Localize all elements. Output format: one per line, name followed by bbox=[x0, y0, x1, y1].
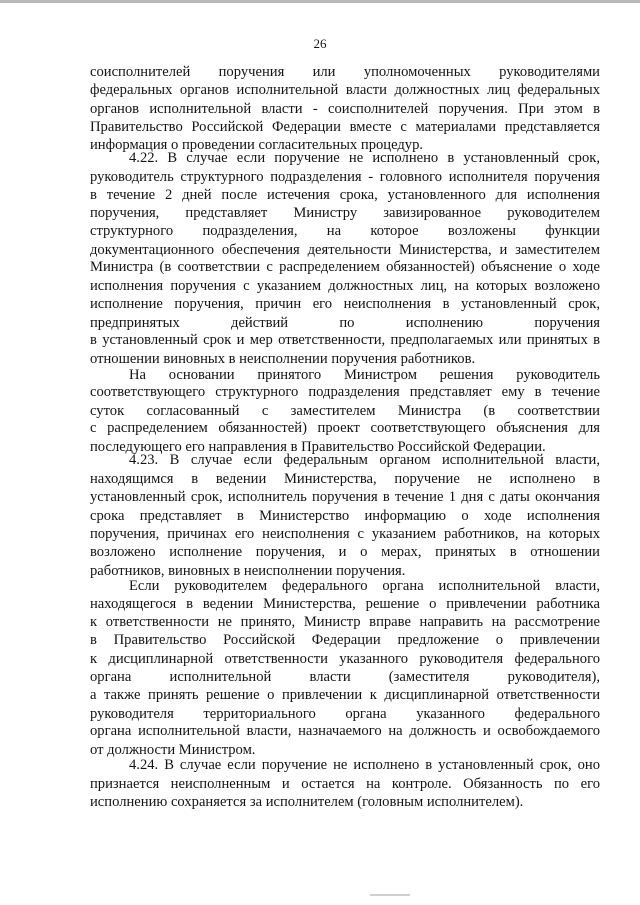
text-line: Правительство Российской Федерации вместе с материалами представляется bbox=[90, 118, 600, 135]
text-line: суток согласованный с заместителем Министра (в соответствии bbox=[90, 402, 600, 419]
text-line: отношении виновных в неисполнении поручения работников. bbox=[90, 350, 476, 367]
text-line: соисполнителей поручения или уполномоченных руководителями bbox=[90, 64, 600, 80]
text-line: руководитель структурного подразделения - головного исполнителя поручения bbox=[90, 168, 600, 185]
text-line: соответствующего структурного подразделения представляет ему в течение bbox=[90, 384, 600, 401]
page-number: 26 bbox=[313, 36, 327, 51]
text-line: от должности Министром. bbox=[90, 741, 256, 758]
scan-mark bbox=[370, 894, 410, 896]
text-line: находящегося в ведении Министерства, решение о привлечении работника bbox=[90, 596, 600, 613]
text-line: признается неисполненным и остается на контроле. Обязанность по его bbox=[90, 775, 600, 792]
scan-edge bbox=[0, 0, 640, 3]
text-line: с распределением обязанностей) проект соответствующего объяснения для bbox=[90, 420, 600, 437]
text-line: органа исполнительной власти (заместителя руководителя), bbox=[90, 668, 600, 685]
text-line: Если руководителем федерального органа исполнительной власти, bbox=[129, 577, 600, 594]
text-line: работников, виновных в неисполнении поручения. bbox=[90, 562, 406, 579]
text-line: последующего его направления в Правительство Российской Федерации. bbox=[90, 438, 546, 455]
text-line: документационного обеспечения деятельности Министерства, и заместителем bbox=[90, 241, 600, 258]
text-line: а также принять решение о привлечении к дисциплинарной ответственности bbox=[90, 687, 600, 704]
text-line: поручения, представляет Министру завизированное руководителем bbox=[90, 204, 600, 221]
text-line: органов исполнительной власти - соисполнителей поручения. При этом в bbox=[90, 100, 600, 117]
text-line: исполнению сохраняется за исполнителем (головным исполнителем). bbox=[90, 794, 524, 811]
text-line: исполнения поручения с указанием должностных лиц, на которых возложено bbox=[90, 277, 600, 294]
text-line: структурного подразделения, на которое возложены функции bbox=[90, 223, 600, 240]
text-line: установленный срок, исполнитель поручения в течение 1 дня с даты окончания bbox=[90, 489, 600, 506]
text-line: органа исполнительной власти, назначаемого на должность и освобождаемого bbox=[90, 723, 600, 740]
text-line: срока представляет в Министерство информацию о ходе исполнения bbox=[90, 507, 600, 524]
text-line: информация о проведении согласительных процедур. bbox=[90, 137, 424, 154]
text-line: 4.24. В случае если поручение не исполнено в установленный срок, оно bbox=[129, 757, 600, 774]
text-line: возложено исполнение поручения, и о мерах, принятых в отношении bbox=[90, 544, 600, 561]
text-line: 4.23. В случае если федеральным органом исполнительной власти, bbox=[129, 452, 600, 469]
text-line: 4.22. В случае если поручение не исполнено в установленный срок, bbox=[129, 150, 600, 167]
text-line: Министра (в соответствии с распределением обязанностей) объяснение о ходе bbox=[90, 259, 600, 276]
text-line: к дисциплинарной ответственности указанного руководителя федерального bbox=[90, 650, 600, 667]
text-line: в установленный срок и мер ответственности, предполагаемых или принятых в bbox=[90, 332, 600, 349]
text-line: На основании принятого Министром решения руководитель bbox=[129, 366, 600, 383]
text-line: находящимся в ведении Министерства, поручение не исполнено в bbox=[90, 470, 600, 487]
text-line: исполнение поручения, причин его неисполнения в установленный срок, bbox=[90, 296, 600, 313]
text-line: в течение 2 дней после истечения срока, установленного для исполнения bbox=[90, 187, 600, 204]
text-line: поручения, причинах его неисполнения с указанием работников, на которых bbox=[90, 526, 600, 542]
text-line: к ответственности не принято, Министр вправе направить на рассмотрение bbox=[90, 614, 600, 630]
text-line: руководителя территориального органа указанного федерального bbox=[90, 705, 600, 722]
text-line: предпринятых действий по исполнению поручения bbox=[90, 314, 600, 331]
text-line: федеральных органов исполнительной власти должностных лиц федеральных bbox=[90, 82, 600, 99]
text-line: в Правительство Российской Федерации предложение о привлечении bbox=[90, 632, 600, 649]
